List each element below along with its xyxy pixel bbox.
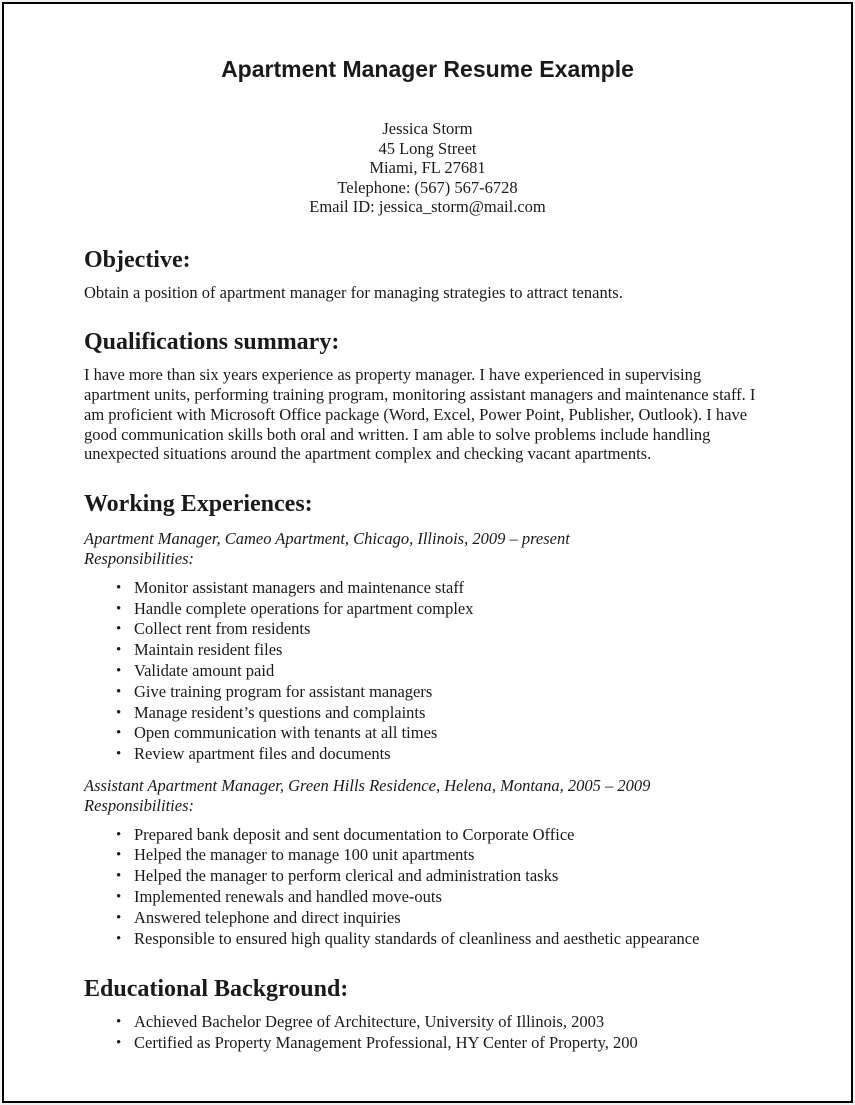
- job-bullet-list: [84, 825, 771, 950]
- list-item: • Validate amount paid: [134, 661, 771, 682]
- list-item: • Manage resident’s questions and complaints: [134, 703, 771, 724]
- list-item: • Give training program for assistant managers: [134, 682, 771, 703]
- job-title: Assistant Apartment Manager, Green Hills Residence, Helena, Montana, 2005 – 2009: [84, 776, 651, 796]
- resume-content: [4, 4, 851, 1054]
- list-item: • Maintain resident files: [134, 640, 771, 661]
- job-title: Apartment Manager, Cameo Apartment, Chicago, Illinois, 2009 – present: [84, 529, 570, 549]
- objective-text: Obtain a position of apartment manager for managing strategies to attract tenants.: [84, 282, 623, 302]
- resume-page: [2, 2, 853, 1103]
- responsibilities-label: Responsibilities:: [84, 795, 194, 815]
- list-item: • Responsible to ensured high quality standards of cleanliness and aesthetic appearance: [134, 929, 771, 950]
- qualifications-heading: Qualifications summary:: [84, 329, 340, 356]
- education-bullet-list: [84, 1012, 771, 1054]
- job-bullet-list: [84, 578, 771, 765]
- list-item: • Helped the manager to manage 100 unit apartments: [134, 845, 771, 866]
- qualifications-text: I have more than six years experience as property manager. I have experienced in supervising apartment units, performing training program, monitoring assistant managers and maintenance staff. I am proficient with Microsoft Office package (Word, Excel, Power Point, Publisher, Outlook). I have good communication skills both oral and written. I am able to solve problems include handling unexpected situations around the apartment complex and checking vacant apartments.: [84, 365, 756, 464]
- contact-telephone: Telephone: (567) 567-6728: [337, 177, 518, 197]
- contact-name: Jessica Storm: [382, 119, 473, 138]
- page-title: Apartment Manager Resume Example: [221, 56, 634, 82]
- list-item: • Helped the manager to perform clerical and administration tasks: [134, 866, 771, 887]
- list-item: • Certified as Property Management Professional, HY Center of Property, 200: [134, 1033, 771, 1054]
- list-item: • Open communication with tenants at all times: [134, 723, 771, 744]
- list-item: • Review apartment files and documents: [134, 744, 771, 765]
- list-item: • Monitor assistant managers and maintenance staff: [134, 578, 771, 599]
- contact-street: 45 Long Street: [378, 138, 477, 158]
- list-item: • Prepared bank deposit and sent documentation to Corporate Office: [134, 825, 771, 846]
- contact-city: Miami, FL 27681: [369, 158, 486, 177]
- list-item: • Achieved Bachelor Degree of Architecture, University of Illinois, 2003: [134, 1012, 771, 1033]
- list-item: • Implemented renewals and handled move-outs: [134, 887, 771, 908]
- experience-heading: Working Experiences:: [84, 491, 313, 518]
- education-heading: Educational Background:: [84, 976, 349, 1003]
- contact-block: [84, 119, 771, 217]
- responsibilities-label: Responsibilities:: [84, 549, 194, 569]
- list-item: • Collect rent from residents: [134, 619, 771, 640]
- list-item: • Handle complete operations for apartment complex: [134, 599, 771, 620]
- list-item: • Answered telephone and direct inquiries: [134, 908, 771, 929]
- contact-email: Email ID: jessica_storm@mail.com: [309, 197, 546, 216]
- objective-heading: Objective:: [84, 246, 191, 273]
